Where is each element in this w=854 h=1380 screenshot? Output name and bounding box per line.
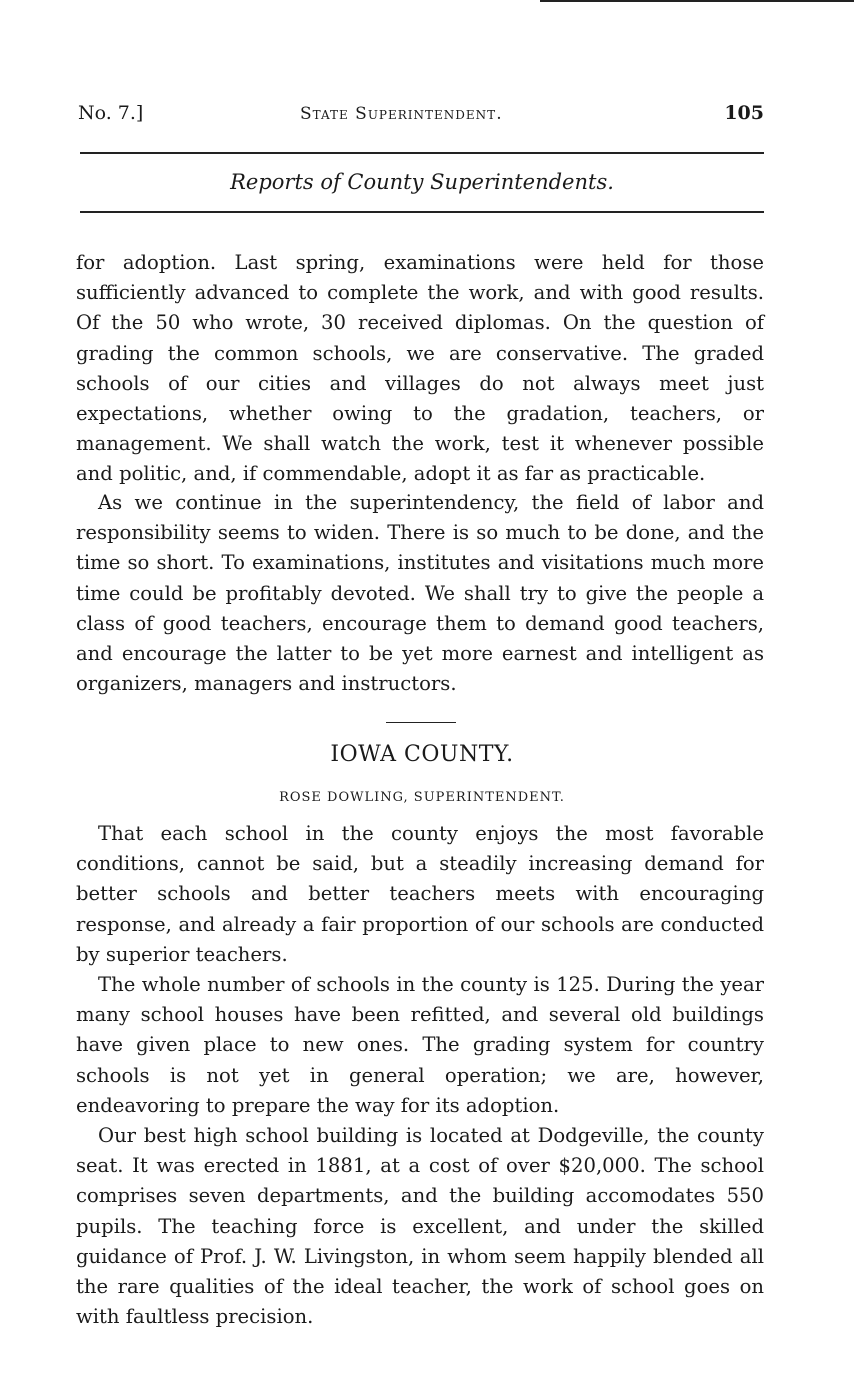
paragraph-text: As we continue in the superintendency, the field of labor and responsibility seems to widen. There is so much to be done, and the time so short. To examinations, institutes and visitations much more time could be profitably devoted. We shall try to give the people a class of good teachers, encourage them to demand good teachers, and encourage the latter to be yet more earnest and intelligent as organizers, managers and instructors.	[76, 491, 764, 696]
header-rule-top	[80, 152, 764, 154]
section-subtitle: Reports of County Superintendents.	[230, 170, 614, 194]
page-number: 105	[724, 102, 764, 124]
document-number: No. 7.]	[78, 102, 144, 124]
paragraph-school-count	[76, 970, 764, 1121]
superintendent-byline: ROSE DOWLING, SUPERINTENDENT.	[279, 790, 565, 805]
paragraph-text: for adoption. Last spring, examinations were held for those sufficiently advanced to complete the work, and with good results. Of the 50 who wrote, 30 received diplomas. On the question of grading the common schools, we are conservative. The graded schools of our cities and villages do not always meet just expectations, whether owing to the gradation, teachers, or management. We shall watch the work, test it whenever possible and politic, and, if commendable, adopt it as far as practicable.	[76, 251, 764, 486]
paragraph-high-school	[76, 1121, 764, 1332]
top-edge-rule	[540, 0, 854, 2]
county-heading: IOWA COUNTY.	[330, 742, 514, 767]
running-title: State Superintendent.	[300, 104, 503, 124]
paragraph-text: Our best high school building is located at Dodgeville, the county seat. It was erected in 1881, at a cost of over $20,000. The school comprises seven departments, and the building accomodates 550 pupils. The teaching force is excellent, and under the skilled guidance of Prof. J. W. Livingston, in whom seem happily blended all the rare qualities of the ideal teacher, the work of school goes on with faultless precision.	[76, 1124, 764, 1329]
paragraph-continued	[76, 248, 764, 490]
running-header	[78, 102, 768, 132]
paragraph-conditions	[76, 819, 764, 970]
paragraph-text: The whole number of schools in the county is 125. During the year many school houses have been refitted, and several old buildings have given place to new ones. The grading system for country schools is not yet in general operation; we are, however, endeavoring to prepare the way for its adoption.	[76, 973, 764, 1117]
paragraph-superintendency	[76, 488, 764, 699]
paragraph-text: That each school in the county enjoys the most favorable conditions, cannot be said, but a steadily increasing demand for better schools and better teachers meets with encouraging response, and already a fair proportion of our schools are conducted by superior teachers.	[76, 822, 764, 966]
section-divider	[386, 722, 456, 723]
header-rule-bottom	[80, 211, 764, 213]
